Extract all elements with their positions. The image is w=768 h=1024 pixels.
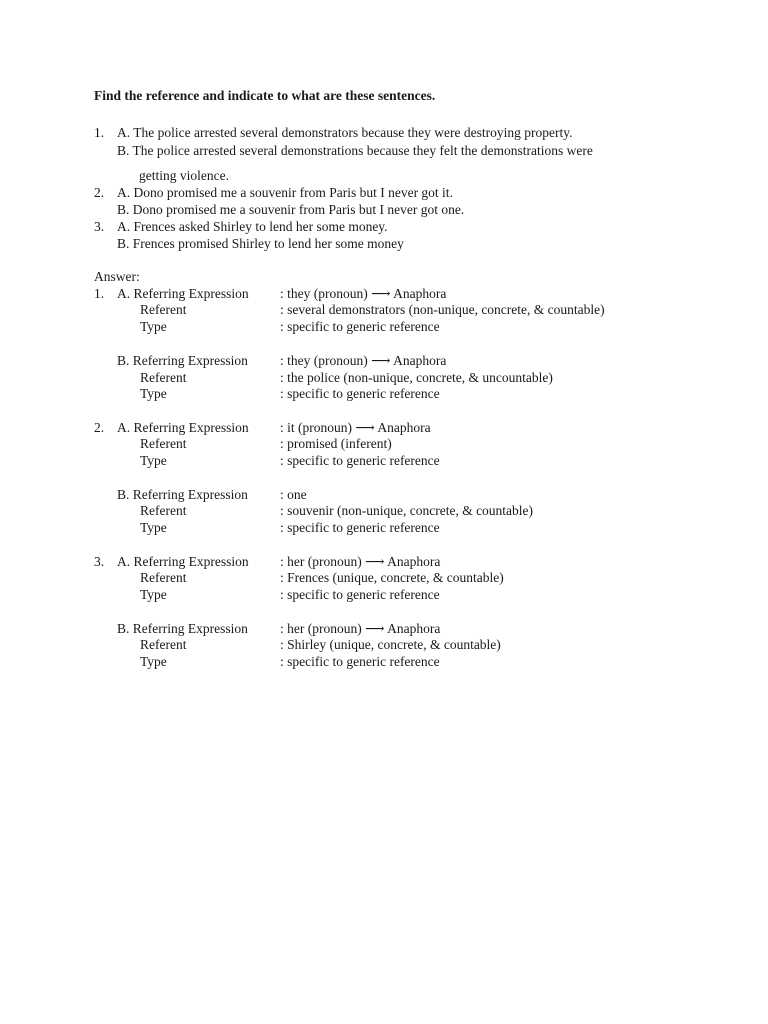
referring-expression-value: : one	[280, 487, 307, 502]
question-part-b: B. Dono promised me a souvenir from Paris but I never got one.	[117, 202, 465, 217]
answer-number: 2.	[94, 420, 105, 435]
type-value: : specific to generic reference	[280, 520, 440, 535]
referring-expression-value: : it (pronoun) ⟶ Anaphora	[280, 420, 431, 435]
referent-value: : the police (non-unique, concrete, & uncountable)	[280, 370, 553, 385]
answer-label: Answer:	[94, 269, 140, 284]
question-part-a: A. Frences asked Shirley to lend her some money.	[117, 219, 388, 234]
type-label: Type	[140, 587, 167, 602]
type-value: : specific to generic reference	[280, 587, 440, 602]
question-part-b: B. Frences promised Shirley to lend her some money	[117, 236, 404, 251]
referent-value: : souvenir (non-unique, concrete, & countable)	[280, 503, 534, 518]
referring-expression-value: : her (pronoun) ⟶ Anaphora	[280, 554, 441, 569]
type-value: : specific to generic reference	[280, 319, 440, 334]
question-number: 1.	[94, 125, 105, 140]
question-part-a: A. Dono promised me a souvenir from Paris but I never got it.	[117, 185, 453, 200]
referent-value: : promised (inferent)	[280, 436, 392, 451]
type-label: Type	[140, 386, 167, 401]
referent-value: : Frences (unique, concrete, & countable)	[280, 570, 504, 585]
question-number: 2.	[94, 185, 105, 200]
answer-heading: B. Referring Expression	[117, 487, 248, 502]
type-value: : specific to generic reference	[280, 386, 440, 401]
answer-heading: A. Referring Expression	[117, 286, 249, 301]
referent-value: : Shirley (unique, concrete, & countable)	[280, 637, 501, 652]
answer-heading: A. Referring Expression	[117, 554, 249, 569]
answer-number: 1.	[94, 286, 105, 301]
type-value: : specific to generic reference	[280, 654, 440, 669]
answer-number: 3.	[94, 554, 105, 569]
answer-heading: A. Referring Expression	[117, 420, 249, 435]
question-number: 3.	[94, 219, 105, 234]
referent-label: Referent	[140, 370, 187, 385]
referring-expression-value: : they (pronoun) ⟶ Anaphora	[280, 353, 447, 368]
type-label: Type	[140, 319, 167, 334]
question-part-b-continued: getting violence.	[139, 168, 229, 183]
page-title: Find the reference and indicate to what are these sentences.	[94, 88, 436, 103]
referent-label: Referent	[140, 302, 187, 317]
referent-value: : several demonstrators (non-unique, concrete, & countable)	[280, 302, 605, 317]
referring-expression-value: : they (pronoun) ⟶ Anaphora	[280, 286, 447, 301]
referent-label: Referent	[140, 637, 187, 652]
referent-label: Referent	[140, 503, 187, 518]
referent-label: Referent	[140, 436, 187, 451]
referent-label: Referent	[140, 570, 187, 585]
type-label: Type	[140, 520, 167, 535]
answer-heading: B. Referring Expression	[117, 353, 248, 368]
type-label: Type	[140, 453, 167, 468]
question-part-a: A. The police arrested several demonstrators because they were destroying property.	[117, 125, 573, 140]
referring-expression-value: : her (pronoun) ⟶ Anaphora	[280, 621, 441, 636]
type-label: Type	[140, 654, 167, 669]
question-part-b: B. The police arrested several demonstrations because they felt the demonstrations were	[117, 143, 593, 158]
type-value: : specific to generic reference	[280, 453, 440, 468]
answer-heading: B. Referring Expression	[117, 621, 248, 636]
